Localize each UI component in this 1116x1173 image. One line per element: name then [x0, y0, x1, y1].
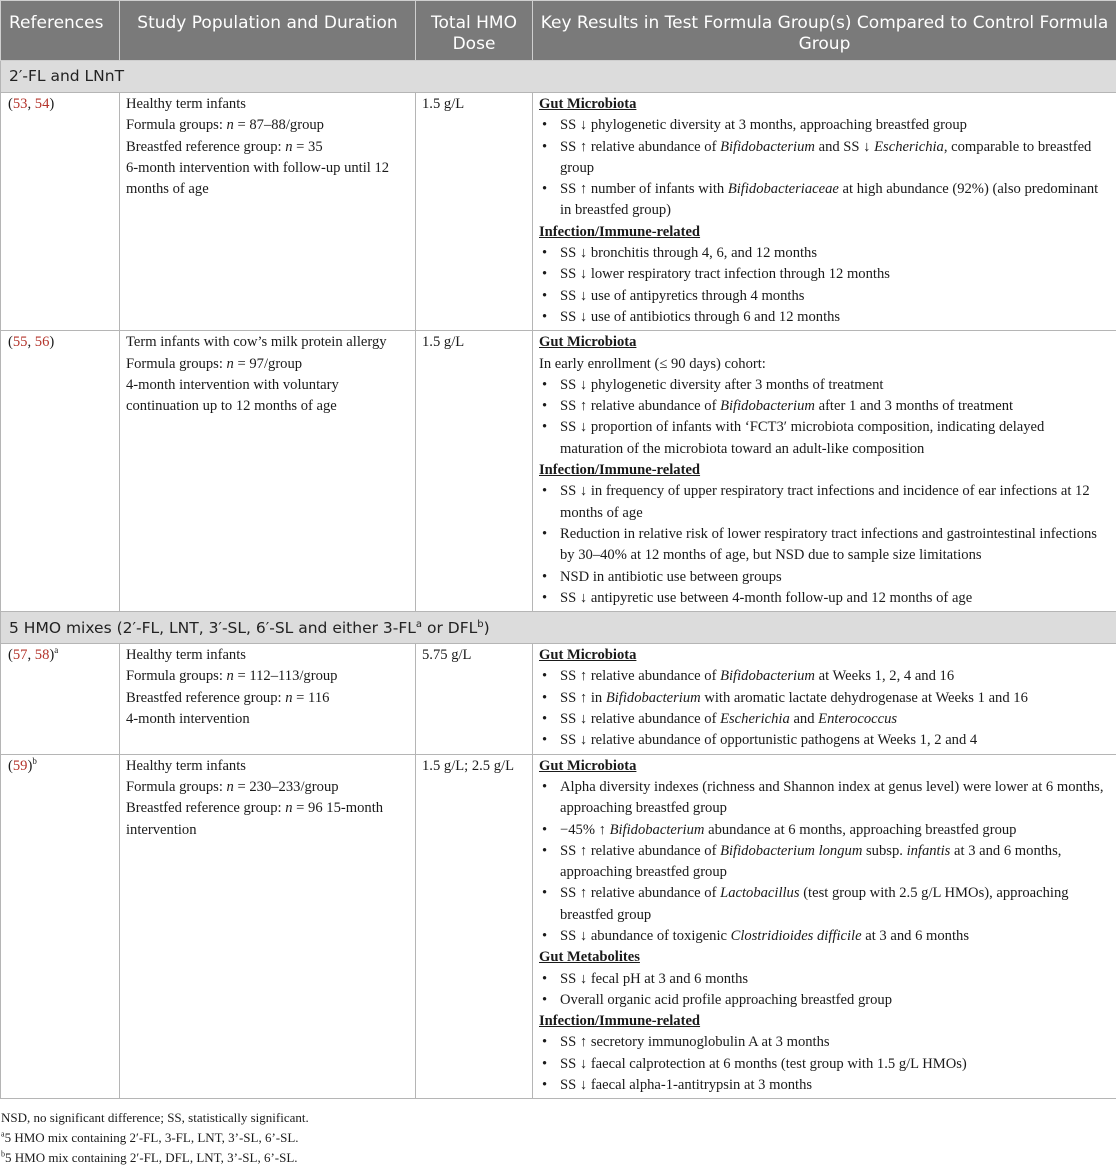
result-intro: In early enrollment (≤ 90 days) cohort: [539, 355, 766, 372]
result-text: at 3 and 6 months, approaching breastfed group [560, 842, 1062, 881]
result-text: Bifidobacterium [720, 398, 815, 415]
result-text: Overall organic acid profile approaching breastfed group [560, 991, 893, 1008]
section-title-text: 2′-FL and LNnT [9, 67, 125, 86]
ref-separator: , [27, 96, 35, 112]
result-item [539, 567, 1110, 588]
result-text: SS ↓ use of antibiotics through 6 and 12 months [560, 308, 841, 325]
result-text: SS ↓ relative abundance of [560, 711, 721, 728]
result-text: subsp. [862, 842, 907, 859]
result-text: SS ↓ use of antipyretics through 4 months [560, 287, 805, 304]
dose-value: 1.5 g/L [422, 96, 465, 112]
table-row [1, 644, 1116, 754]
result-item [539, 179, 1110, 222]
population-n: n [285, 800, 293, 817]
result-text: Alpha diversity indexes (richness and Shannon index at genus level) were lower at 6 months, approaching breastfed group [560, 778, 1104, 817]
result-text: SS ↓ phylogenetic diversity at 3 months, approaching breastfed group [560, 117, 967, 134]
population-cell [120, 93, 416, 331]
population-line [126, 645, 409, 666]
population-n: n [226, 668, 234, 685]
footnote-a-mark: a [1, 1130, 5, 1140]
result-item [539, 730, 1110, 751]
result-text: SS ↓ faecal alpha-1-antitrypsin at 3 months [560, 1077, 813, 1094]
result-heading: Gut Microbiota [539, 96, 637, 112]
result-text: Bifidobacterium [609, 821, 705, 838]
ref-footnote-mark: b [32, 755, 37, 766]
result-list [539, 375, 1110, 460]
section-row [1, 612, 1116, 644]
bullet-icon: • [542, 287, 548, 304]
footnote-a-text: 5 HMO mix containing 2′-FL, 3-FL, LNT, 3’-SL, 6’-SL. [4, 1130, 299, 1146]
population-text: 4-month intervention [126, 711, 250, 728]
result-heading: Gut Microbiota [539, 647, 637, 664]
population-text: 6-month intervention with follow-up until 12 months of age [126, 159, 390, 198]
result-heading: Gut Microbiota [539, 757, 637, 774]
population-line [126, 709, 409, 730]
result-text: Escherichia [874, 138, 944, 155]
dose-cell [416, 644, 533, 754]
population-text: Breastfed reference group: [126, 689, 286, 706]
population-cell [120, 331, 416, 612]
result-text: and SS ↓ [814, 138, 875, 155]
result-text: SS ↓ antipyretic use between 4-month follow-up and 12 months of age [560, 589, 973, 606]
result-text: NSD in antibiotic use between groups [560, 568, 782, 585]
bullet-icon: • [542, 568, 548, 585]
population-cell [120, 644, 416, 754]
section-row [1, 61, 1116, 93]
footnote-a [0, 1128, 1116, 1148]
result-list [539, 666, 1110, 751]
ref-paren-open: ( [8, 96, 13, 112]
population-text: = 97/group [233, 355, 303, 372]
result-text: SS ↓ lower respiratory tract infection through 12 months [560, 266, 890, 283]
result-text: Bifidobacterium [720, 138, 815, 155]
bullet-icon: • [542, 885, 548, 902]
footnote-b-mark: b [1, 1150, 5, 1160]
result-text: at Weeks 1, 2, 4 and 16 [814, 668, 955, 685]
footnote-b-text: 5 HMO mix containing 2′-FL, DFL, LNT, 3’-SL, 6’-SL. [5, 1150, 298, 1166]
result-item [539, 841, 1110, 884]
result-text: abundance at 6 months, approaching breastfed group [704, 821, 1017, 838]
population-line [126, 375, 409, 418]
reference-link[interactable]: 57 [12, 647, 28, 664]
results-cell [533, 754, 1116, 1099]
bullet-icon: • [542, 117, 548, 134]
ref-paren-close: ) [49, 334, 55, 351]
population-line [126, 666, 409, 687]
result-heading: Infection/Immune-related [539, 1013, 701, 1030]
bullet-icon: • [542, 398, 548, 415]
bullet-icon: • [542, 266, 548, 283]
bullet-icon: • [542, 1055, 548, 1072]
population-line [126, 158, 409, 201]
result-item [539, 115, 1110, 136]
ref-paren-close: ) [27, 757, 33, 774]
result-list [539, 481, 1110, 609]
reference-cell [1, 331, 120, 612]
population-text: Formula groups: [126, 778, 227, 795]
reference-link[interactable]: 55 [12, 334, 28, 351]
result-text: SS ↓ fecal pH at 3 and 6 months [560, 970, 749, 987]
section-title-sup: a [415, 618, 423, 630]
result-text: SS ↑ in [560, 689, 606, 706]
result-item [539, 286, 1110, 307]
population-line [126, 688, 409, 709]
results-cell [533, 644, 1116, 754]
population-text: Healthy term infants [126, 757, 246, 774]
population-text: Healthy term infants [126, 647, 246, 664]
result-list [539, 1032, 1110, 1096]
population-n: n [226, 355, 234, 372]
dose-cell [416, 331, 533, 612]
bullet-icon: • [542, 927, 548, 944]
ref-paren-open: ( [8, 647, 13, 664]
header-dose: Total HMO Dose [416, 1, 533, 61]
result-list [539, 777, 1110, 947]
result-item [539, 709, 1110, 730]
population-text: = 230–233/group [233, 778, 339, 795]
population-line [126, 332, 409, 353]
population-n: n [285, 138, 293, 155]
reference-cell [1, 754, 120, 1099]
result-item [539, 264, 1110, 285]
result-item [539, 820, 1110, 841]
bullet-icon: • [542, 842, 548, 859]
bullet-icon: • [542, 245, 548, 262]
result-text: SS ↓ in frequency of upper respiratory tract infections and incidence of ear infections at 12 months of age [560, 483, 1090, 521]
reference-cell [1, 644, 120, 754]
bullet-icon: • [542, 970, 548, 987]
bullet-icon: • [542, 483, 548, 500]
bullet-icon: • [542, 181, 548, 198]
bullet-icon: • [542, 1077, 548, 1094]
result-text: Lactobacillus [720, 885, 800, 902]
ref-separator: , [27, 647, 35, 664]
result-text: Bifidobacterium [720, 668, 815, 685]
result-text: −45% ↑ [560, 821, 610, 838]
result-text: SS ↑ number of infants with [560, 181, 728, 198]
reference-link[interactable]: 53 [12, 96, 28, 112]
result-text: SS ↑ relative abundance of [560, 842, 721, 859]
population-text: = 112–113/group [233, 668, 338, 685]
bullet-icon: • [542, 991, 548, 1008]
bullet-icon: • [542, 525, 548, 542]
bullet-icon: • [542, 419, 548, 436]
result-text: at high abundance (92%) (also predominant in breastfed group) [560, 181, 1099, 219]
result-item [539, 137, 1110, 180]
result-text: Bifidobacterium [605, 689, 701, 706]
header-references: References [1, 1, 120, 61]
table-row [1, 93, 1116, 331]
table-row [1, 754, 1116, 1099]
section-title-end: ) [483, 618, 490, 637]
dose-cell [416, 754, 533, 1099]
result-heading: Gut Microbiota [539, 334, 637, 351]
results-cell [533, 331, 1116, 612]
population-text: Breastfed reference group: [126, 800, 286, 817]
population-line [126, 115, 409, 136]
reference-link[interactable]: 54 [34, 96, 50, 112]
result-text: SS ↑ relative abundance of [560, 885, 721, 902]
dose-value: 1.5 g/L [422, 334, 465, 351]
population-text: Healthy term infants [126, 96, 246, 112]
population-n: n [226, 778, 234, 795]
population-text: = 87–88/group [233, 117, 324, 134]
population-text: = 35 [292, 138, 323, 155]
result-text: SS ↑ secretory immunoglobulin A at 3 months [560, 1034, 830, 1051]
population-line [126, 137, 409, 158]
ref-paren-open: ( [8, 757, 13, 774]
section-title-sup2: b [477, 618, 484, 630]
bullet-icon: • [542, 589, 548, 606]
bullet-icon: • [542, 711, 548, 728]
result-text: SS ↑ relative abundance of [560, 668, 721, 685]
dose-cell [416, 93, 533, 331]
result-text: SS ↑ relative abundance of [560, 138, 721, 155]
result-heading: Infection/Immune-related [539, 223, 701, 240]
section-title [1, 612, 1116, 644]
ref-paren-open: ( [8, 334, 13, 351]
footnote-b [0, 1148, 1116, 1168]
result-text: after 1 and 3 months of treatment [814, 398, 1014, 415]
result-text: (test group with 2.5 g/L HMOs), approaching breastfed group [560, 885, 1069, 923]
result-list [539, 115, 1110, 221]
result-heading: Infection/Immune-related [539, 462, 701, 479]
result-item [539, 883, 1110, 926]
result-item [539, 926, 1110, 947]
result-item [539, 243, 1110, 264]
population-text: Formula groups: [126, 355, 227, 372]
ref-paren-close: ) [49, 96, 55, 112]
result-text: Bifidobacterium longum [720, 842, 863, 859]
population-text: = 96 15-month intervention [126, 800, 384, 838]
result-text: Reduction in relative risk of lower respiratory tract infections and gastrointestinal infections by 30–40% at 12 months of age, but NSD due to sample size limitations [560, 525, 1097, 564]
result-text: Bifidobacteriaceae [727, 181, 839, 198]
result-item [539, 777, 1110, 820]
result-item [539, 307, 1110, 328]
ref-paren-close: ) [49, 647, 55, 664]
population-text: Formula groups: [126, 668, 227, 685]
population-text: Breastfed reference group: [126, 138, 286, 155]
population-n: n [226, 117, 234, 134]
population-line [126, 94, 409, 115]
result-text: Clostridioides difficile [730, 927, 862, 944]
population-cell [120, 754, 416, 1099]
population-n: n [285, 689, 293, 706]
ref-footnote-mark: a [54, 645, 59, 656]
result-text: Escherichia [720, 711, 790, 728]
footnote-abbreviations: NSD, no significant difference; SS, statistically significant. [1, 1110, 309, 1126]
header-results: Key Results in Test Formula Group(s) Compared to Control Formula Group [533, 1, 1116, 61]
result-item [539, 417, 1110, 460]
section-title [1, 61, 1116, 93]
result-item [539, 1032, 1110, 1053]
population-text: Formula groups: [126, 117, 227, 134]
table-row [1, 331, 1116, 612]
result-text: , comparable to breastfed group [560, 138, 1092, 176]
reference-link[interactable]: 56 [34, 334, 50, 351]
result-item [539, 969, 1110, 990]
bullet-icon: • [542, 138, 548, 155]
bullet-icon: • [542, 732, 548, 749]
result-text: and [789, 711, 819, 728]
dose-value: 1.5 g/L; 2.5 g/L [422, 757, 515, 774]
bullet-icon: • [542, 308, 548, 325]
population-text: = 116 [292, 689, 330, 706]
result-item [539, 481, 1110, 524]
result-text: SS ↓ abundance of toxigenic [560, 927, 731, 944]
result-text: SS ↓ relative abundance of opportunistic pathogens at Weeks 1, 2 and 4 [560, 732, 978, 749]
reference-link[interactable]: 59 [12, 757, 28, 774]
result-item [539, 588, 1110, 609]
population-text: Term infants with cow’s milk protein allergy [126, 334, 387, 351]
result-text: SS ↓ bronchitis through 4, 6, and 12 months [560, 245, 818, 262]
result-text: Enterococcus [818, 711, 898, 728]
dose-value: 5.75 g/L [422, 647, 472, 664]
section-title-mid: or DFL [422, 618, 478, 637]
results-cell [533, 93, 1116, 331]
result-item [539, 1075, 1110, 1096]
result-item [539, 524, 1110, 567]
bullet-icon: • [542, 376, 548, 393]
bullet-icon: • [542, 1034, 548, 1051]
header-population: Study Population and Duration [120, 1, 416, 61]
result-list [539, 969, 1110, 1012]
result-text: at 3 and 6 months [861, 927, 970, 944]
result-item [539, 990, 1110, 1011]
section-title-text: 5 HMO mixes (2′-FL, LNT, 3′-SL, 6′-SL and either 3-FL [9, 618, 416, 637]
result-heading: Gut Metabolites [539, 949, 640, 966]
ref-separator: , [27, 334, 35, 351]
bullet-icon: • [542, 821, 548, 838]
bullet-icon: • [542, 778, 548, 795]
result-text: with aromatic lactate dehydrogenase at Weeks 1 and 16 [700, 689, 1028, 706]
result-text: SS ↓ proportion of infants with ‘FCT3′ microbiota composition, indicating delayed maturation of the microbiota toward an adult-like composition [560, 419, 1045, 457]
bullet-icon: • [542, 689, 548, 706]
header-row [1, 1, 1116, 61]
table-body [1, 61, 1116, 1099]
population-line [126, 777, 409, 798]
result-text: SS ↓ phylogenetic diversity after 3 months of treatment [560, 376, 884, 393]
population-text: 4-month intervention with voluntary continuation up to 12 months of age [126, 376, 339, 415]
result-text: infantis [906, 842, 951, 859]
population-line [126, 798, 409, 841]
population-line [126, 756, 409, 777]
result-text: SS ↓ faecal calprotection at 6 months (test group with 1.5 g/L HMOs) [560, 1055, 967, 1072]
reference-cell [1, 93, 120, 331]
bullet-icon: • [542, 668, 548, 685]
result-item [539, 666, 1110, 687]
result-text: SS ↑ relative abundance of [560, 398, 721, 415]
result-item [539, 396, 1110, 417]
result-list [539, 243, 1110, 328]
result-item [539, 688, 1110, 709]
result-item [539, 1054, 1110, 1075]
population-line [126, 354, 409, 375]
reference-link[interactable]: 58 [34, 647, 50, 664]
result-item [539, 375, 1110, 396]
